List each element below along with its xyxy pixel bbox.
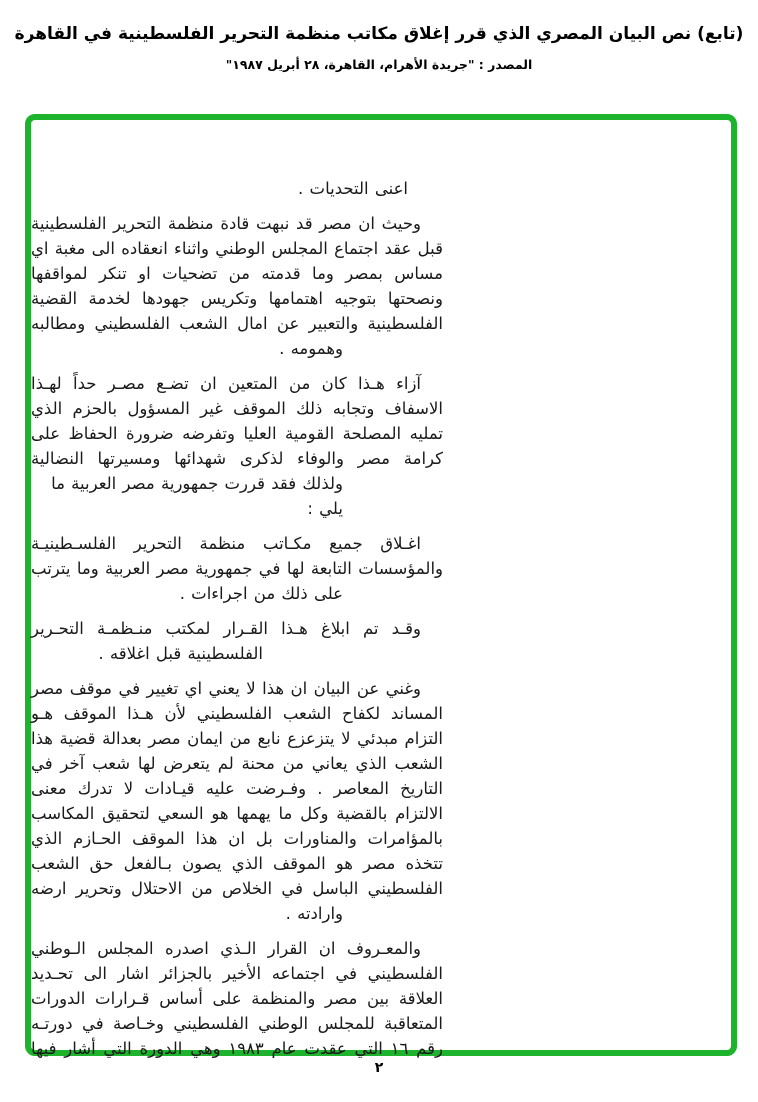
text-line: رقم ١٦ التي عقدت عام ١٩٨٣ وهي الدورة التي أشار فيها bbox=[31, 1039, 443, 1058]
continuation-fragment bbox=[31, 176, 443, 201]
text-line: مساس بمصر وما قدمته من تضحيات او تنكر لمواقفها bbox=[31, 264, 443, 283]
text-line: والمؤسسات التابعة لها في جمهورية مصر العربية وما يترتب bbox=[31, 559, 443, 578]
text-line: والمعـروف ان القرار الـذي اصدره المجلس الـوطني bbox=[31, 939, 421, 958]
document-frame bbox=[25, 114, 737, 1056]
text-line: آزاء هـذا كان من المتعين ان تضـع مصـر حداً لهـذا bbox=[31, 374, 421, 393]
text-line: ونصحتها بتوجيه اهتمامها وتكريس جهودها لخدمة القضية bbox=[31, 289, 443, 308]
text-line: وقـد تم ابلاغ هـذا القـرار لمكتب منـظمـة التحـرير bbox=[31, 619, 421, 638]
paragraph bbox=[31, 371, 443, 521]
text-line: وغني عن البيان ان هذا لا يعني اي تغيير في موقف مصر bbox=[31, 679, 421, 698]
text-line: اعنى التحديات . bbox=[298, 179, 408, 198]
text-line: المساند لكفاح الشعب الفلسطيني لأن هـذا الموقف هـو bbox=[31, 704, 443, 723]
text-line: الاسفاف وتجابه ذلك الموقف غير المسؤول بالحزم الذي bbox=[31, 399, 443, 418]
text-line: التاريخ المعاصر . وفـرضت عليه قيـادات لا تدرك معنى bbox=[31, 779, 443, 798]
text-line: الشعب الذي يعاني من محنة لم يتعرض لها شعب آخر في bbox=[31, 754, 443, 773]
text-line: الفلسطيني في اجتماعه الأخير بالجزائر اشار الى تحـديد bbox=[31, 964, 443, 983]
paragraph bbox=[31, 676, 443, 926]
page-number: ٢ bbox=[374, 1060, 384, 1076]
text-line: تتخذه مصر هو الموقف الذي يصون بـالفعل حق الشعب bbox=[31, 854, 443, 873]
text-line: على ذلك من اجراءات . bbox=[179, 584, 343, 603]
text-line: العلاقة بين مصر والمنظمة على أساس قـرارات الدورات bbox=[31, 989, 443, 1008]
paragraph bbox=[31, 936, 443, 1061]
text-line: وارادته . bbox=[285, 904, 343, 923]
paragraph bbox=[31, 531, 443, 606]
text-line: الفلسطينية والتعبير عن امال الشعب الفلسطيني ومطالبه bbox=[31, 314, 443, 333]
text-line: المتعاقبة للمجلس الوطني الفلسطيني وخـاصة في دورتـه bbox=[31, 1014, 443, 1033]
text-line: تمليه المصلحة القومية العليا وتفرضه ضرورة الحفاظ على bbox=[31, 424, 443, 443]
page-title: (تابع) نص البيان المصري الذي قرر إغلاق مكاتب منظمة التحرير الفلسطينية في القاهرة bbox=[14, 24, 744, 44]
text-line: الفلسطينية قبل اغلاقه . bbox=[98, 644, 263, 663]
text-line: كرامة مصر والوفاء لذكرى شهدائها ومسيرتها النضالية bbox=[31, 449, 443, 468]
text-line: ولذلك فقد قررت جمهورية مصر العربية ما يلي : bbox=[51, 474, 343, 518]
text-line: الفلسطيني الباسل في الخلاص من الاحتلال وتحرير ارضه bbox=[31, 879, 443, 898]
text-line: بالمؤامرات والمناورات بل ان هذا الموقف الحـازم الذي bbox=[31, 829, 443, 848]
text-line: وحيث ان مصر قد نبهت قادة منظمة التحرير الفلسطينية bbox=[31, 214, 421, 233]
source-line: المصدر : "جريدة الأهرام، القاهرة، ٢٨ أبريل ١٩٨٧" bbox=[225, 57, 533, 72]
text-line: وهمومه . bbox=[279, 339, 343, 358]
text-line: قبل عقد اجتماع المجلس الوطني واثناء انعقاده الى مغبة اي bbox=[31, 239, 443, 258]
text-line: التزام مبدئي لا يتزعزع نابع من ايمان مصر بعدالة قضية هذا bbox=[31, 729, 443, 748]
text-line: الالتزام بالقضية وكل ما يهمها هو السعي لتحقيق المكاسب bbox=[31, 804, 443, 823]
paragraph bbox=[31, 211, 443, 361]
text-line: اغـلاق جميع مكـاتب منظمة التحرير الفلسـطينيـة bbox=[31, 534, 421, 553]
document-body bbox=[31, 176, 443, 1061]
paragraph bbox=[31, 616, 443, 666]
